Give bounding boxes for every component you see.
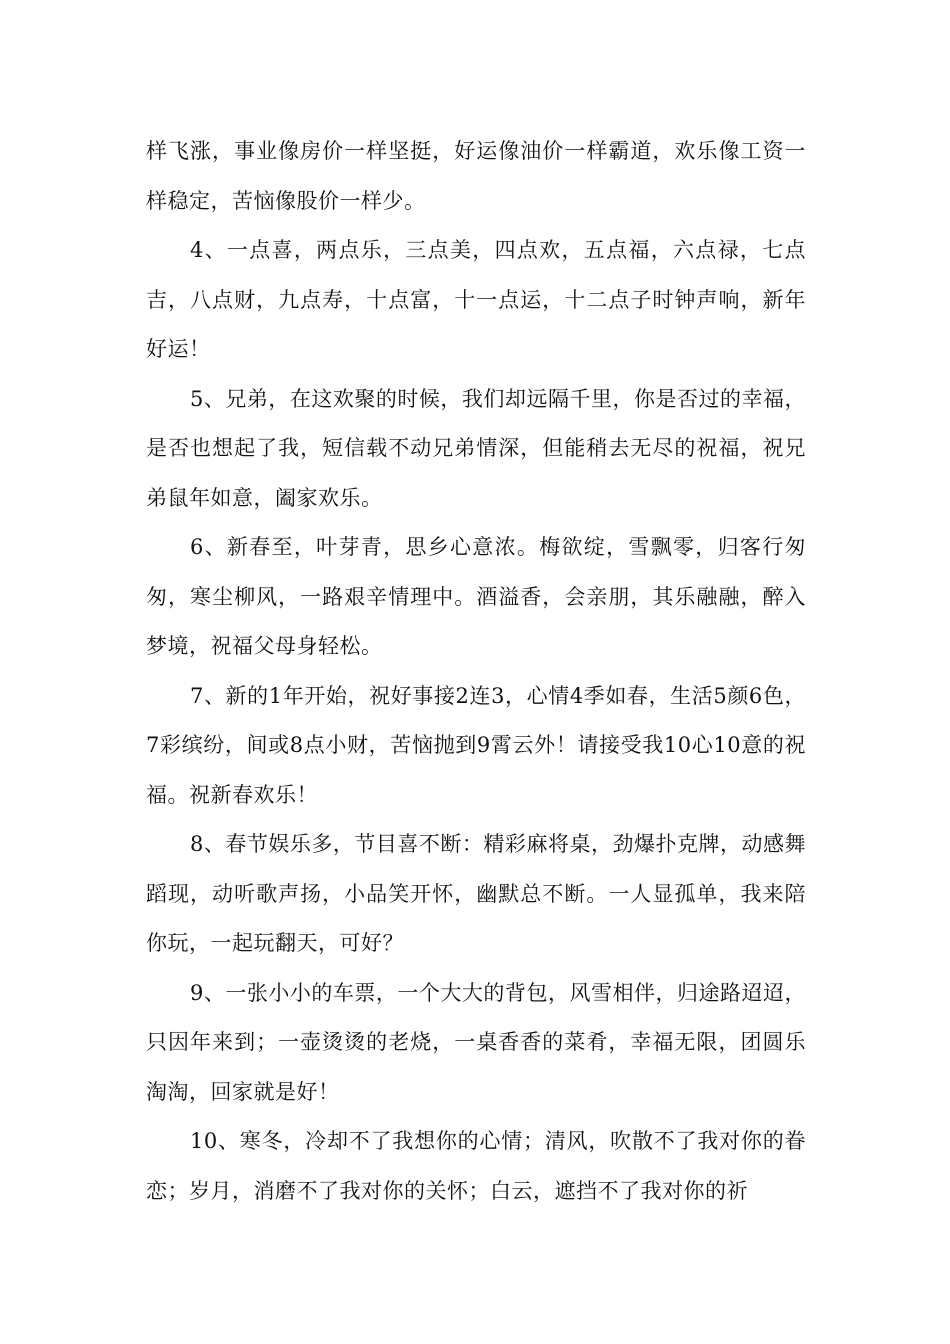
paragraph-item-7: 7、新的1年开始，祝好事接2连3，心情4季如春，生活5颜6色，7彩缤纷，间或8点小财，苦恼抛到9霄云外！请接受我10心10意的祝福。祝新春欢乐！ — [146, 683, 806, 807]
document-body — [146, 127, 806, 1216]
paragraph-item-4: 4、一点喜，两点乐，三点美，四点欢，五点福，六点禄，七点吉，八点财，九点寿，十点富，十一点运，十二点子时钟声响，新年好运！ — [146, 238, 806, 361]
paragraph-item-6: 6、新春至，叶芽青，思乡心意浓。梅欲绽，雪飘零，归客行匆匆，寒尘柳风，一路艰辛情理中。酒溢香，会亲朋，其乐融融，醉入梦境，祝福父母身轻松。 — [146, 535, 806, 658]
paragraph-item-8: 8、春节娱乐多，节目喜不断：精彩麻将桌，劲爆扑克牌，动感舞蹈现，动听歌声扬，小品笑开怀，幽默总不断。一人显孤单，我来陪你玩，一起玩翻天，可好？ — [146, 832, 806, 955]
paragraph-continuation: 样飞涨，事业像房价一样坚挺，好运像油价一样霸道，欢乐像工资一样稳定，苦恼像股价一样少。 — [146, 139, 806, 213]
paragraph-item-10: 10、寒冬，冷却不了我想你的心情；清风，吹散不了我对你的眷恋；岁月，消磨不了我对你的关怀；白云，遮挡不了我对你的祈 — [146, 1129, 806, 1203]
paragraph-item-5: 5、兄弟，在这欢聚的时候，我们却远隔千里，你是否过的幸福，是否也想起了我，短信载不动兄弟情深，但能稍去无尽的祝福，祝兄弟鼠年如意，阖家欢乐。 — [146, 386, 806, 510]
paragraph-item-9: 9、一张小小的车票，一个大大的背包，风雪相伴，归途路迢迢，只因年来到；一壶烫烫的老烧，一桌香香的菜肴，幸福无限，团圆乐淘淘，回家就是好！ — [146, 980, 806, 1104]
